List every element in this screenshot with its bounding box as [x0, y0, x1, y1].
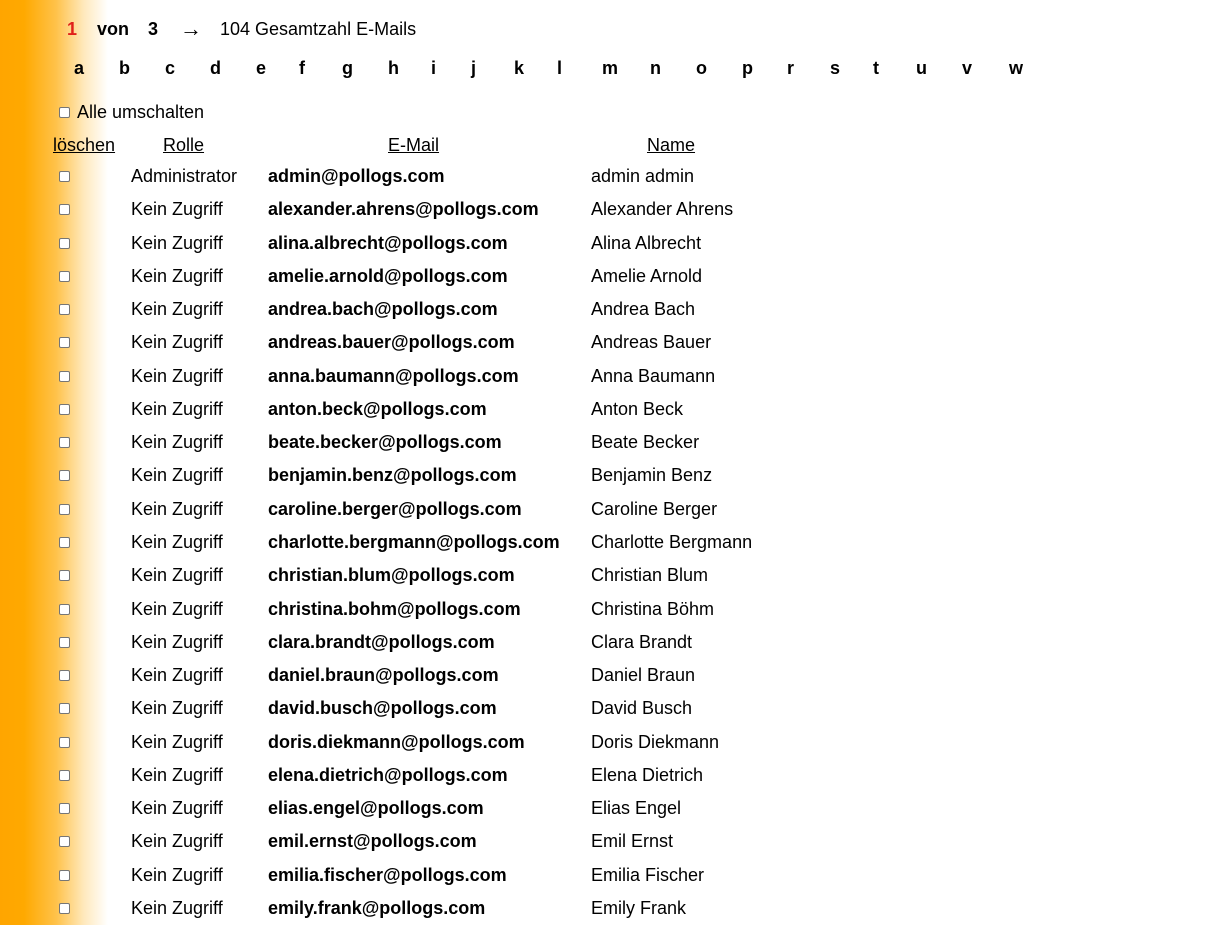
row-email-link[interactable]: clara.brandt@pollogs.com	[268, 632, 495, 652]
column-header-role[interactable]: Rolle	[163, 135, 205, 155]
letter-filter-link[interactable]: i	[431, 58, 437, 78]
row-role: Kein Zugriff	[131, 632, 223, 652]
row-delete-checkbox[interactable]	[59, 703, 70, 714]
row-role: Kein Zugriff	[131, 831, 223, 851]
row-role: Kein Zugriff	[131, 499, 223, 519]
row-delete-checkbox[interactable]	[59, 670, 70, 681]
row-email-link[interactable]: beate.becker@pollogs.com	[268, 432, 502, 452]
row-delete-checkbox[interactable]	[59, 371, 70, 382]
letter-filter-link[interactable]: g	[342, 58, 353, 78]
row-email-link[interactable]: christina.bohm@pollogs.com	[268, 599, 521, 619]
row-name: Emilia Fischer	[591, 865, 705, 885]
toggle-all-label: Alle umschalten	[77, 102, 205, 122]
row-role: Kein Zugriff	[131, 266, 223, 286]
row-email-link[interactable]: elias.engel@pollogs.com	[268, 798, 484, 818]
row-name: Elena Dietrich	[591, 765, 704, 785]
row-role: Kein Zugriff	[131, 599, 223, 619]
row-delete-checkbox[interactable]	[59, 171, 70, 182]
row-name: Alina Albrecht	[591, 233, 702, 253]
letter-filter-link[interactable]: l	[557, 58, 563, 78]
row-role: Kein Zugriff	[131, 565, 223, 585]
row-name: Beate Becker	[591, 432, 700, 452]
row-email-link[interactable]: daniel.braun@pollogs.com	[268, 665, 499, 685]
total-pages-link[interactable]: 3	[148, 19, 159, 39]
page-of-label: von	[97, 19, 130, 39]
row-email-link[interactable]: emily.frank@pollogs.com	[268, 898, 486, 918]
row-role: Kein Zugriff	[131, 865, 223, 885]
row-email-link[interactable]: alexander.ahrens@pollogs.com	[268, 199, 539, 219]
row-name: Andrea Bach	[591, 299, 696, 319]
row-delete-checkbox[interactable]	[59, 604, 70, 615]
row-role: Kein Zugriff	[131, 399, 223, 419]
row-delete-checkbox[interactable]	[59, 870, 70, 881]
letter-filter-link[interactable]: f	[299, 58, 305, 78]
column-header-delete[interactable]: löschen	[53, 135, 116, 155]
letter-filter-link[interactable]: j	[471, 58, 477, 78]
row-name: David Busch	[591, 698, 693, 718]
row-name: Anna Baumann	[591, 366, 716, 386]
letter-filter-link[interactable]: t	[873, 58, 879, 78]
row-email-link[interactable]: andrea.bach@pollogs.com	[268, 299, 498, 319]
row-email-link[interactable]: christian.blum@pollogs.com	[268, 565, 515, 585]
row-name: Amelie Arnold	[591, 266, 703, 286]
row-delete-checkbox[interactable]	[59, 537, 70, 548]
letter-filter-link[interactable]: k	[514, 58, 525, 78]
row-email-link[interactable]: charlotte.bergmann@pollogs.com	[268, 532, 560, 552]
row-email-link[interactable]: anna.baumann@pollogs.com	[268, 366, 519, 386]
row-name: Emil Ernst	[591, 831, 674, 851]
row-delete-checkbox[interactable]	[59, 903, 70, 914]
current-page-number: 1	[67, 19, 78, 39]
row-role: Kein Zugriff	[131, 299, 223, 319]
row-delete-checkbox[interactable]	[59, 238, 70, 249]
row-email-link[interactable]: elena.dietrich@pollogs.com	[268, 765, 508, 785]
letter-filter-link[interactable]: w	[1009, 58, 1024, 78]
letter-filter-link[interactable]: n	[650, 58, 661, 78]
row-delete-checkbox[interactable]	[59, 204, 70, 215]
row-email-link[interactable]: amelie.arnold@pollogs.com	[268, 266, 508, 286]
row-delete-checkbox[interactable]	[59, 737, 70, 748]
row-delete-checkbox[interactable]	[59, 337, 70, 348]
row-role: Kein Zugriff	[131, 765, 223, 785]
row-delete-checkbox[interactable]	[59, 570, 70, 581]
row-name: admin admin	[591, 166, 695, 186]
row-role: Kein Zugriff	[131, 233, 223, 253]
letter-filter-link[interactable]: v	[962, 58, 973, 78]
row-delete-checkbox[interactable]	[59, 836, 70, 847]
row-role: Kein Zugriff	[131, 898, 223, 918]
row-email-link[interactable]: doris.diekmann@pollogs.com	[268, 732, 525, 752]
total-emails-count: 104 Gesamtzahl E-Mails	[220, 19, 417, 39]
row-role: Kein Zugriff	[131, 366, 223, 386]
row-name: Christina Böhm	[591, 599, 715, 619]
row-delete-checkbox[interactable]	[59, 404, 70, 415]
row-role: Kein Zugriff	[131, 199, 223, 219]
column-header-email[interactable]: E-Mail	[388, 135, 440, 155]
row-name: Alexander Ahrens	[591, 199, 734, 219]
letter-filter-link[interactable]: p	[742, 58, 753, 78]
row-delete-checkbox[interactable]	[59, 304, 70, 315]
row-delete-checkbox[interactable]	[59, 803, 70, 814]
row-role: Kein Zugriff	[131, 665, 223, 685]
row-email-link[interactable]: andreas.bauer@pollogs.com	[268, 332, 515, 352]
letter-filter-link[interactable]: r	[787, 58, 795, 78]
row-name: Andreas Bauer	[591, 332, 712, 352]
letter-filter-link[interactable]: h	[388, 58, 399, 78]
row-delete-checkbox[interactable]	[59, 637, 70, 648]
row-delete-checkbox[interactable]	[59, 271, 70, 282]
row-name: Doris Diekmann	[591, 732, 720, 752]
letter-filter-link[interactable]: b	[119, 58, 130, 78]
row-role: Kein Zugriff	[131, 798, 223, 818]
row-email-link[interactable]: caroline.berger@pollogs.com	[268, 499, 522, 519]
row-email-link[interactable]: david.busch@pollogs.com	[268, 698, 497, 718]
letter-filter-link[interactable]: e	[256, 58, 267, 78]
letter-filter-link[interactable]: m	[602, 58, 619, 78]
row-name: Daniel Braun	[591, 665, 696, 685]
letter-filter-link[interactable]: u	[916, 58, 927, 78]
row-role: Kein Zugriff	[131, 332, 223, 352]
next-page-arrow-icon[interactable]: →	[180, 16, 202, 41]
row-email-link[interactable]: benjamin.benz@pollogs.com	[268, 465, 517, 485]
row-role: Kein Zugriff	[131, 465, 223, 485]
row-role: Administrator	[131, 166, 238, 186]
row-name: Clara Brandt	[591, 632, 693, 652]
letter-filter-link[interactable]: a	[74, 58, 85, 78]
row-email-link[interactable]: admin@pollogs.com	[268, 166, 445, 186]
row-email-link[interactable]: alina.albrecht@pollogs.com	[268, 233, 508, 253]
row-name: Emily Frank	[591, 898, 687, 918]
row-name: Caroline Berger	[591, 499, 718, 519]
row-delete-checkbox[interactable]	[59, 504, 70, 515]
row-role: Kein Zugriff	[131, 532, 223, 552]
row-name: Elias Engel	[591, 798, 682, 818]
row-delete-checkbox[interactable]	[59, 470, 70, 481]
row-name: Christian Blum	[591, 565, 709, 585]
row-email-link[interactable]: anton.beck@pollogs.com	[268, 399, 487, 419]
row-role: Kein Zugriff	[131, 432, 223, 452]
row-email-link[interactable]: emilia.fischer@pollogs.com	[268, 865, 507, 885]
toggle-all-checkbox[interactable]	[59, 107, 70, 118]
letter-filter-link[interactable]: c	[165, 58, 176, 78]
row-delete-checkbox[interactable]	[59, 770, 70, 781]
letter-filter-link[interactable]: d	[210, 58, 221, 78]
row-name: Benjamin Benz	[591, 465, 713, 485]
row-role: Kein Zugriff	[131, 698, 223, 718]
row-email-link[interactable]: emil.ernst@pollogs.com	[268, 831, 477, 851]
letter-filter-link[interactable]: o	[696, 58, 707, 78]
row-name: Charlotte Bergmann	[591, 532, 753, 552]
row-delete-checkbox[interactable]	[59, 437, 70, 448]
letter-filter-link[interactable]: s	[830, 58, 841, 78]
row-role: Kein Zugriff	[131, 732, 223, 752]
row-name: Anton Beck	[591, 399, 684, 419]
column-header-name[interactable]: Name	[647, 135, 696, 155]
